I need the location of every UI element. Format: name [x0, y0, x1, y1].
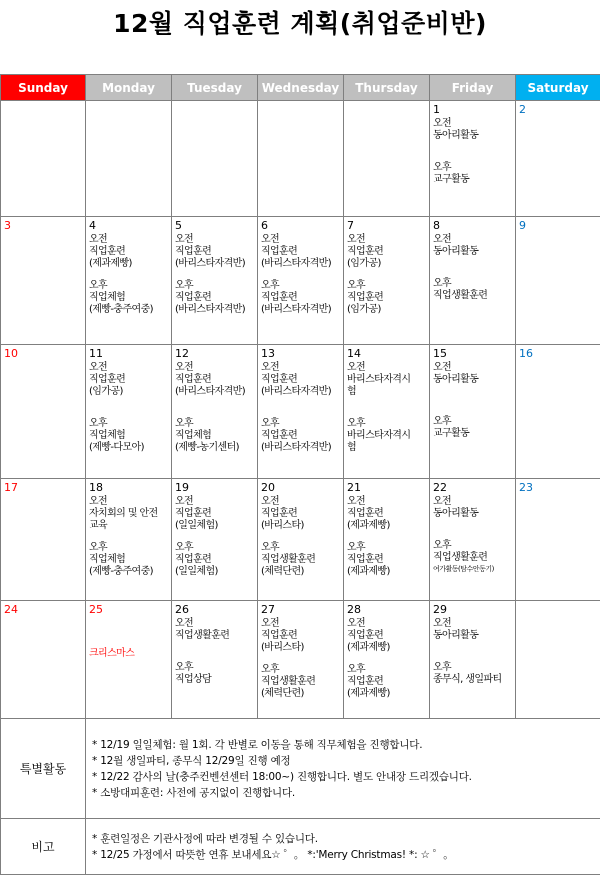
day-number: 21: [347, 481, 361, 494]
day-cell-empty: [258, 101, 344, 217]
day-cell-empty: [86, 101, 172, 217]
day-cell: [258, 601, 344, 719]
day-cell: [344, 345, 430, 479]
day-number: 10: [4, 347, 18, 360]
am-activity: 동아리활동: [433, 130, 479, 141]
am-label: 오전: [175, 362, 194, 373]
pm-label: 오후: [433, 416, 452, 427]
am-detail: (제과제빵): [89, 258, 132, 269]
am-detail: (바리스타자격반): [261, 258, 332, 269]
day-number: 14: [347, 347, 361, 360]
header-saturday: Saturday: [516, 75, 600, 101]
day-number: 26: [175, 603, 189, 616]
am-activity: 직업생활훈련: [175, 630, 230, 641]
day-cell: [344, 479, 430, 601]
day-cell: [516, 101, 600, 217]
am-label: 오전: [261, 234, 280, 245]
am-activity: 직업훈련: [261, 630, 298, 641]
holiday-label: 크리스마스: [89, 648, 135, 659]
special-note: * 12월 생일파티, 종무식 12/29일 진행 예정: [92, 754, 291, 767]
special-activities-row: [1, 719, 600, 819]
day-number: 22: [433, 481, 447, 494]
day-number: 9: [519, 219, 526, 232]
am-label: 오전: [261, 618, 280, 629]
day-cell: [516, 217, 600, 345]
pm-label: 오후: [261, 418, 280, 429]
pm-activity: 직업훈련: [347, 676, 384, 687]
remark-note: * 훈련일정은 기관사정에 따라 변경될 수 있습니다.: [92, 832, 318, 845]
day-cell: [516, 479, 600, 601]
pm-activity: 직업훈련: [261, 292, 298, 303]
day-cell-empty: [172, 101, 258, 217]
am-detail: (일일체험): [175, 520, 218, 531]
am-activity: 직업훈련: [89, 374, 126, 385]
day-cell: [1, 217, 86, 345]
day-cell: [258, 345, 344, 479]
day-number: 2: [519, 103, 526, 116]
special-note: * 소방대피훈련: 사전에 공지없이 진행합니다.: [92, 786, 296, 799]
pm-detail: 여가활동(탐수안동기): [433, 565, 494, 573]
pm-activity: 직업훈련: [347, 292, 384, 303]
day-cell: [1, 345, 86, 479]
week-row: [1, 345, 600, 479]
day-number: 13: [261, 347, 275, 360]
pm-activity: 직업생활훈련: [261, 554, 316, 565]
remarks-label: 비고: [1, 819, 86, 875]
day-cell: [430, 217, 516, 345]
am-detail: (바리스타): [261, 642, 304, 653]
day-number: 7: [347, 219, 354, 232]
am-detail: (바리스타자격반): [261, 386, 332, 397]
am-activity: 직업훈련: [175, 246, 212, 257]
header-thursday: Thursday: [344, 75, 430, 101]
week-row: [1, 217, 600, 345]
am-activity: 자치회의 및 안전: [89, 508, 158, 519]
day-cell: [344, 217, 430, 345]
am-detail: (바리스타자격반): [175, 258, 246, 269]
day-number: 5: [175, 219, 182, 232]
day-cell: [430, 101, 516, 217]
pm-activity: 직업상담: [175, 674, 212, 685]
pm-activity: 직업훈련: [261, 430, 298, 441]
day-cell: [258, 479, 344, 601]
pm-activity: 종무식, 생일파티: [433, 674, 502, 685]
am-detail: (제과제빵): [347, 642, 390, 653]
am-detail: (제과제빵): [347, 520, 390, 531]
special-activities-label: 특별활동: [1, 719, 86, 819]
am-detail: 교육: [89, 520, 108, 531]
day-number: 8: [433, 219, 440, 232]
pm-activity: 직업체험: [89, 292, 126, 303]
pm-label: 오후: [347, 280, 366, 291]
am-detail: (바리스타자격반): [175, 386, 246, 397]
day-cell-empty: [344, 101, 430, 217]
day-number: 16: [519, 347, 533, 360]
day-number: 20: [261, 481, 275, 494]
am-activity: 직업훈련: [89, 246, 126, 257]
am-label: 오전: [261, 362, 280, 373]
pm-label: 오후: [433, 278, 452, 289]
pm-activity: 바리스타자격시: [347, 430, 411, 441]
special-note: * 12/22 감사의 날(충주컨벤션센터 18:00~) 진행합니다. 별도 안내장 드리겠습니다.: [92, 770, 472, 783]
am-activity: 직업훈련: [347, 246, 384, 257]
day-cell: [86, 601, 172, 719]
day-cell: [172, 479, 258, 601]
pm-detail: (제과제빵): [347, 688, 390, 699]
weekday-header-row: [1, 75, 600, 101]
pm-activity: 직업체험: [89, 554, 126, 565]
day-cell-empty: [1, 101, 86, 217]
am-activity: 직업훈련: [261, 246, 298, 257]
page-title: 12월 직업훈련 계획(취업준비반): [113, 9, 487, 38]
day-number: 3: [4, 219, 11, 232]
am-activity: 동아리활동: [433, 374, 479, 385]
am-label: 오전: [261, 496, 280, 507]
header-monday: Monday: [86, 75, 172, 101]
am-activity: 바리스타자격시: [347, 374, 411, 385]
pm-detail: (제빵-다모아): [89, 442, 144, 453]
day-number: 18: [89, 481, 103, 494]
pm-label: 오후: [261, 542, 280, 553]
day-cell: [1, 601, 86, 719]
am-label: 오전: [347, 362, 366, 373]
pm-detail: (일일체험): [175, 566, 218, 577]
header-friday: Friday: [430, 75, 516, 101]
pm-label: 오후: [175, 542, 194, 553]
am-activity: 직업훈련: [261, 508, 298, 519]
pm-label: 오후: [433, 162, 452, 173]
day-cell: [1, 479, 86, 601]
day-number: 24: [4, 603, 18, 616]
am-label: 오전: [433, 496, 452, 507]
day-number: 17: [4, 481, 18, 494]
remark-note: * 12/25 가정에서 따뜻한 연휴 보내세요☆ ゜。 *:'Merry Christmas! *: ☆ ゜。: [92, 848, 454, 861]
day-cell: [430, 345, 516, 479]
am-detail: 험: [347, 386, 357, 397]
day-number: 25: [89, 603, 103, 616]
header-wednesday: Wednesday: [258, 75, 344, 101]
day-cell: [430, 601, 516, 719]
am-label: 오전: [347, 234, 366, 245]
am-label: 오전: [347, 496, 366, 507]
day-cell: [258, 217, 344, 345]
pm-detail: (제빵-충주여중): [89, 566, 153, 577]
pm-activity: 직업훈련: [347, 554, 384, 565]
am-detail: (바리스타): [261, 520, 304, 531]
pm-label: 오후: [347, 542, 366, 553]
day-cell: [430, 479, 516, 601]
day-number: 1: [433, 103, 440, 116]
am-label: 오전: [433, 118, 452, 129]
day-cell: [172, 345, 258, 479]
pm-detail: (체력단련): [261, 688, 304, 699]
day-number: 23: [519, 481, 533, 494]
am-label: 오전: [89, 362, 108, 373]
am-label: 오전: [175, 234, 194, 245]
am-detail: (임가공): [89, 386, 123, 397]
am-label: 오전: [175, 496, 194, 507]
am-detail: (임가공): [347, 258, 381, 269]
pm-detail: 험: [347, 442, 357, 453]
week-row: [1, 601, 600, 719]
day-cell: [172, 601, 258, 719]
pm-label: 오후: [261, 280, 280, 291]
day-cell: [172, 217, 258, 345]
am-activity: 직업훈련: [175, 508, 212, 519]
am-activity: 직업훈련: [175, 374, 212, 385]
pm-activity: 직업훈련: [175, 292, 212, 303]
am-activity: 동아리활동: [433, 630, 479, 641]
day-cell: [344, 601, 430, 719]
pm-activity: 직업체험: [175, 430, 212, 441]
day-number: 11: [89, 347, 103, 360]
am-label: 오전: [175, 618, 194, 629]
day-cell: [86, 345, 172, 479]
pm-label: 오후: [261, 664, 280, 675]
pm-detail: (바리스타자격반): [261, 442, 332, 453]
am-label: 오전: [347, 618, 366, 629]
am-label: 오전: [433, 234, 452, 245]
pm-activity: 직업생활훈련: [433, 290, 488, 301]
remarks-row: [1, 819, 600, 875]
pm-label: 오후: [89, 418, 108, 429]
am-label: 오전: [89, 234, 108, 245]
pm-activity: 직업생활훈련: [433, 552, 488, 563]
calendar-table: [0, 74, 600, 875]
pm-detail: (제과제빵): [347, 566, 390, 577]
pm-label: 오후: [347, 664, 366, 675]
pm-activity: 교구활동: [433, 428, 470, 439]
day-number: 27: [261, 603, 275, 616]
pm-label: 오후: [175, 418, 194, 429]
am-label: 오전: [433, 618, 452, 629]
pm-activity: 직업체험: [89, 430, 126, 441]
day-cell-empty: [516, 601, 600, 719]
remarks-notes: [86, 819, 600, 875]
pm-label: 오후: [175, 280, 194, 291]
pm-detail: (제빵-충주여중): [89, 304, 153, 315]
day-number: 29: [433, 603, 447, 616]
pm-label: 오후: [433, 662, 452, 673]
pm-detail: (바리스타자격반): [261, 304, 332, 315]
day-cell: [86, 217, 172, 345]
header-sunday: Sunday: [1, 75, 86, 101]
day-number: 6: [261, 219, 268, 232]
pm-activity: 교구활동: [433, 174, 470, 185]
day-number: 15: [433, 347, 447, 360]
week-row: [1, 101, 600, 217]
pm-detail: (임가공): [347, 304, 381, 315]
week-row: [1, 479, 600, 601]
day-number: 12: [175, 347, 189, 360]
pm-detail: (제빵-농기센터): [175, 442, 239, 453]
header-tuesday: Tuesday: [172, 75, 258, 101]
day-cell: [516, 345, 600, 479]
day-number: 28: [347, 603, 361, 616]
am-activity: 직업훈련: [347, 508, 384, 519]
pm-detail: (바리스타자격반): [175, 304, 246, 315]
am-activity: 직업훈련: [347, 630, 384, 641]
day-number: 19: [175, 481, 189, 494]
special-activities-notes: [86, 719, 600, 819]
pm-label: 오후: [175, 662, 194, 673]
pm-activity: 직업생활훈련: [261, 676, 316, 687]
am-activity: 직업훈련: [261, 374, 298, 385]
pm-label: 오후: [347, 418, 366, 429]
am-activity: 동아리활동: [433, 246, 479, 257]
am-label: 오전: [89, 496, 108, 507]
pm-detail: (체력단련): [261, 566, 304, 577]
day-cell: [86, 479, 172, 601]
pm-label: 오후: [89, 280, 108, 291]
pm-label: 오후: [433, 540, 452, 551]
am-activity: 동아리활동: [433, 508, 479, 519]
day-number: 4: [89, 219, 96, 232]
pm-label: 오후: [89, 542, 108, 553]
special-note: * 12/19 일일체험: 월 1회. 각 반별로 이동을 통해 직무체험을 진행합니다.: [92, 738, 423, 751]
am-label: 오전: [433, 362, 452, 373]
pm-activity: 직업훈련: [175, 554, 212, 565]
